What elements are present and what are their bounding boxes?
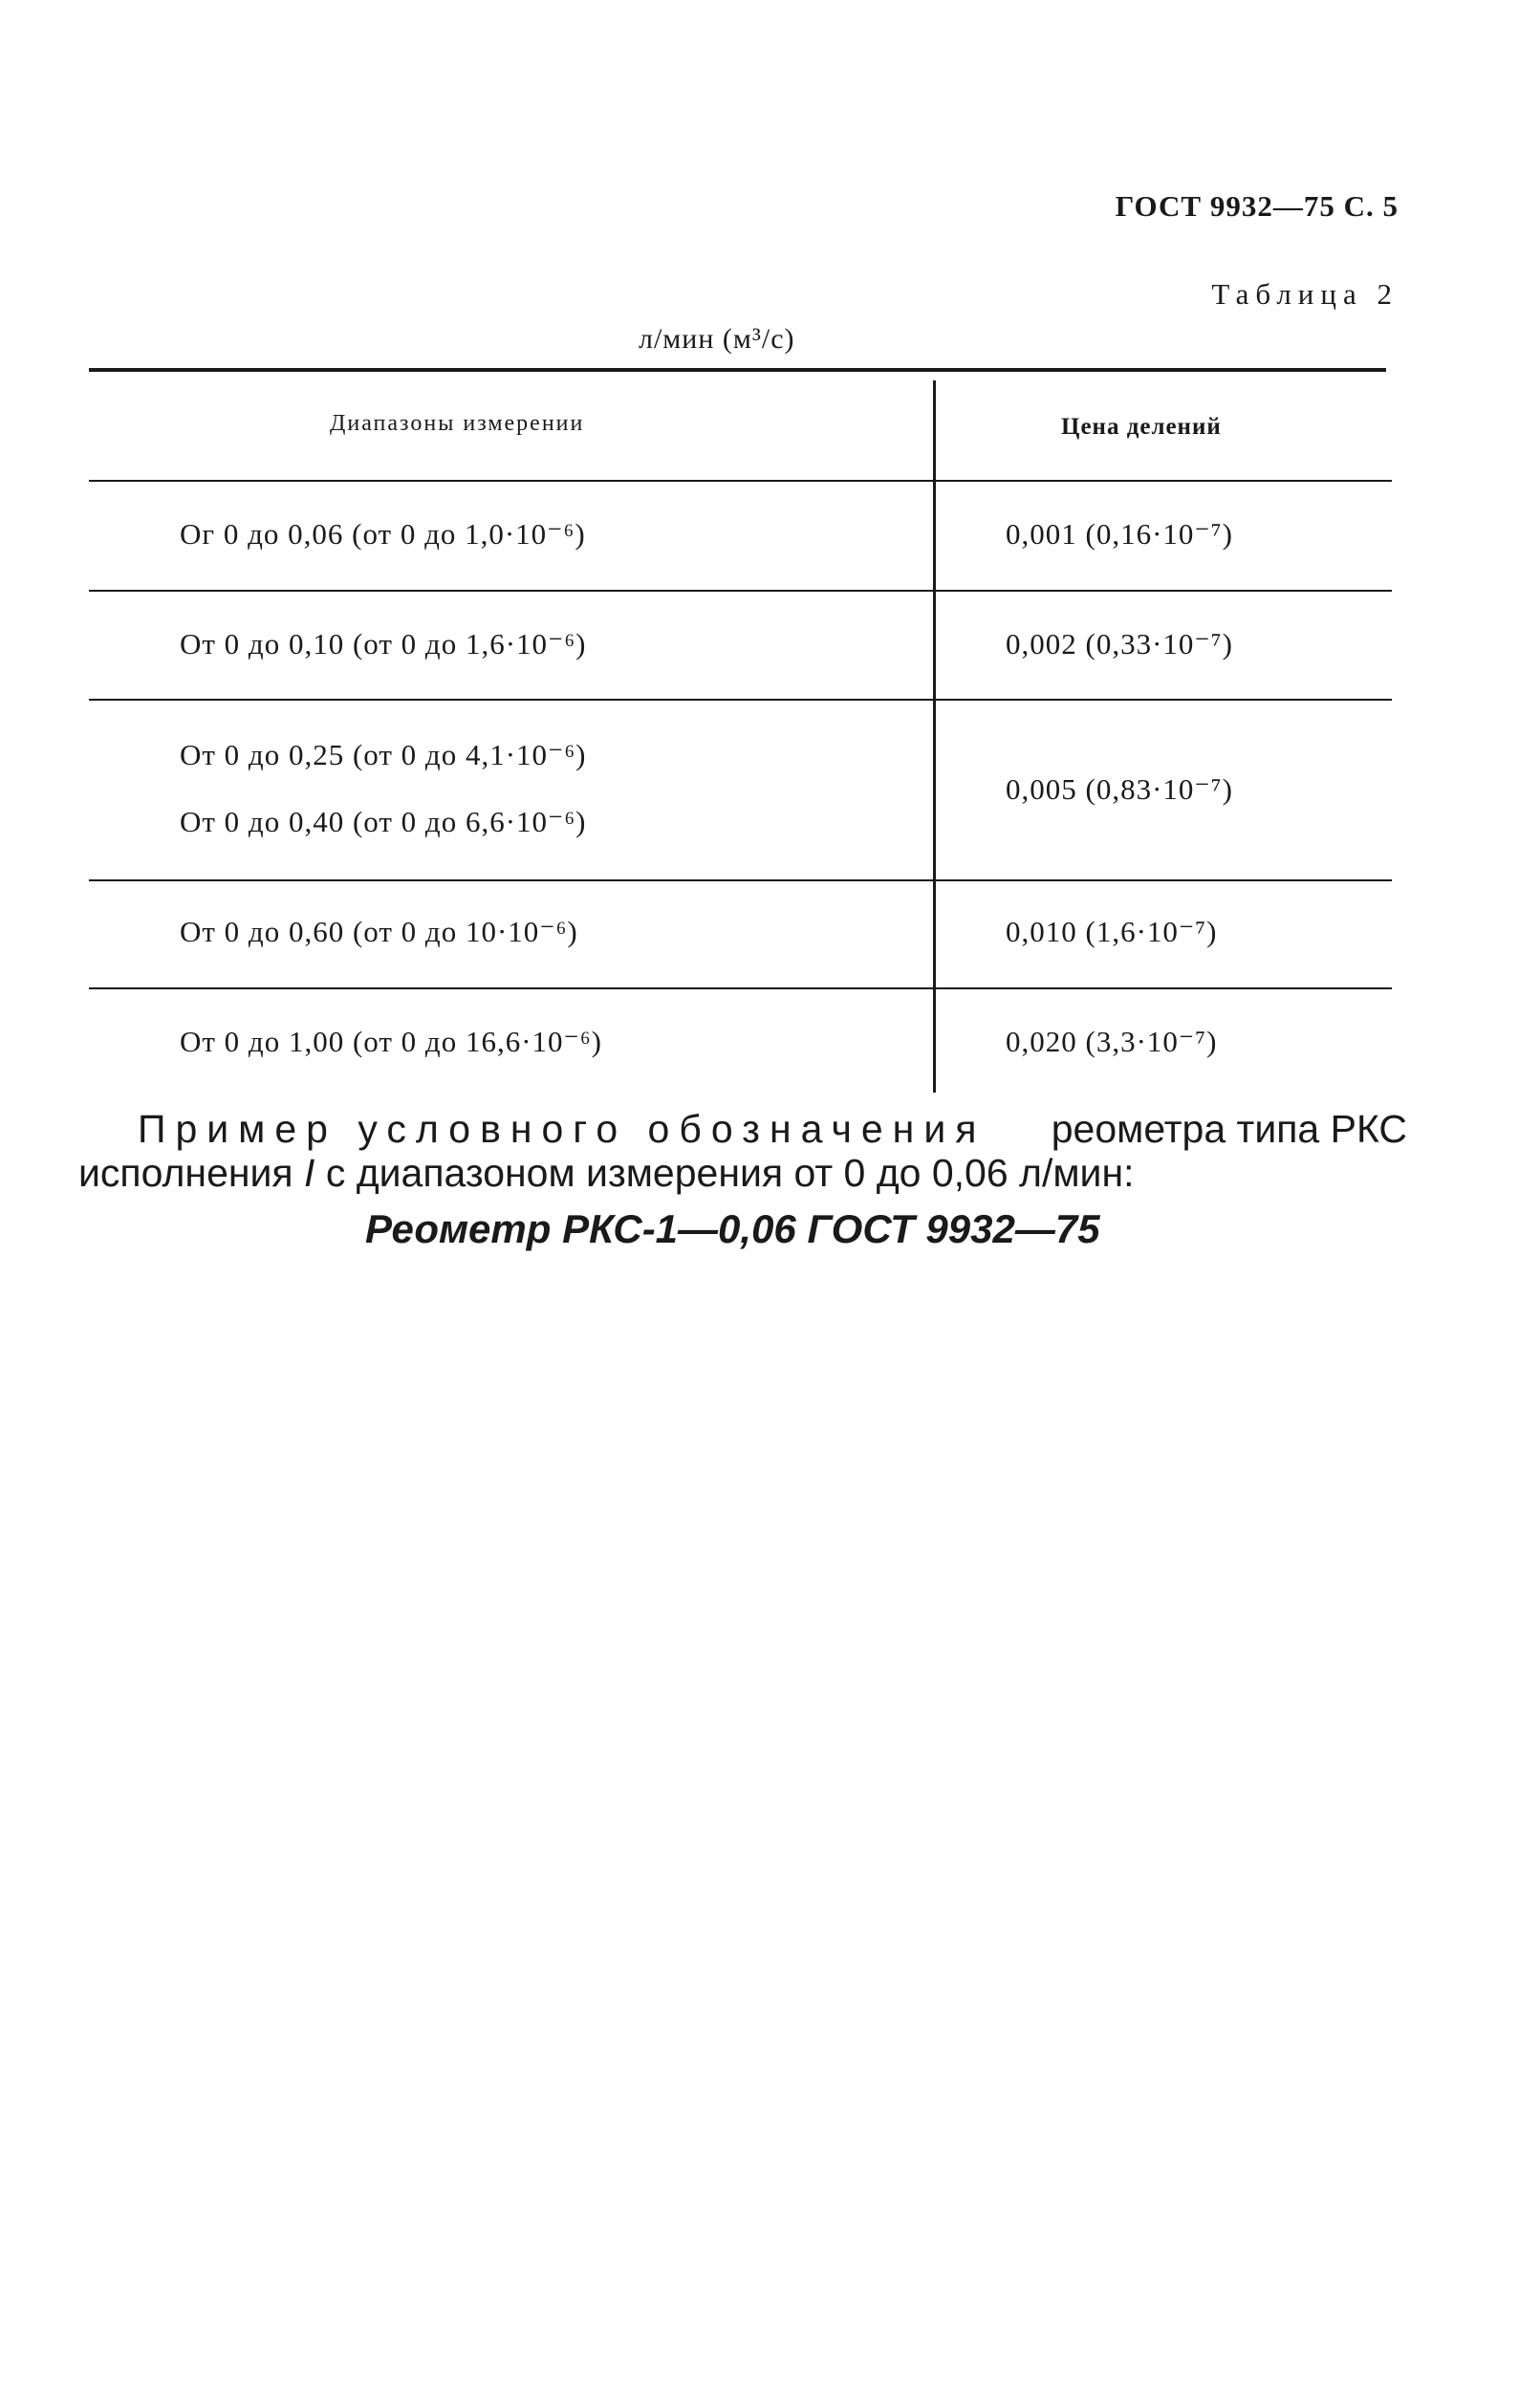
example-line-2-start: исполнения (78, 1151, 305, 1195)
column-divider (933, 380, 936, 1093)
table-cell-range: От 0 до 0,40 (от 0 до 6,6·10⁻⁶) (180, 805, 587, 838)
example-line-2 (78, 1151, 1407, 1195)
table-cell-division: 0,005 (0,83·10⁻⁷) (1006, 772, 1233, 806)
example-line-1 (78, 1107, 1407, 1151)
column-header-ranges: Диапазоны измерении (330, 411, 585, 436)
example-designation: Реометр РКС-1—0,06 ГОСТ 9932—75 (365, 1206, 1100, 1251)
column-header-division: Цена делений (1061, 414, 1222, 440)
page-header: ГОСТ 9932—75 С. 5 (1115, 189, 1399, 223)
table-cell-range: От 0 до 1,00 (от 0 до 16,6·10⁻⁶) (180, 1025, 603, 1058)
row-divider (89, 699, 1392, 701)
table-cell-range: От 0 до 0,60 (от 0 до 10·10⁻⁶) (180, 915, 578, 948)
header-bottom-rule (89, 480, 1392, 482)
row-divider (89, 987, 1392, 989)
table-cell-division: 0,010 (1,6·10⁻⁷) (1006, 915, 1218, 948)
table-cell-range: От 0 до 0,25 (от 0 до 4,1·10⁻⁶) (180, 738, 587, 771)
table-cell-division: 0,020 (3,3·10⁻⁷) (1006, 1025, 1218, 1058)
row-divider (89, 879, 1392, 881)
table-cell-range: Ог 0 до 0,06 (от 0 до 1,0·10⁻⁶) (180, 517, 586, 551)
table-cell-range: От 0 до 0,10 (от 0 до 1,6·10⁻⁶) (180, 627, 587, 661)
example-line-2-italic: I (304, 1151, 315, 1195)
table-top-rule (89, 368, 1386, 372)
example-rest-line-1: реометра типа РКС (1051, 1107, 1407, 1151)
table-cell-division: 0,002 (0,33·10⁻⁷) (1006, 627, 1233, 661)
table-cell-division: 0,001 (0,16·10⁻⁷) (1006, 517, 1233, 551)
row-divider (89, 590, 1392, 592)
example-lead: Пример условного обозначения (138, 1107, 987, 1151)
example-paragraph (78, 1107, 1407, 1195)
table-units: л/мин (м³/с) (639, 323, 795, 355)
table-label: Таблица 2 (1211, 277, 1399, 311)
example-line-2-end: с диапазоном измерения от 0 до 0,06 л/мин: (315, 1151, 1135, 1195)
